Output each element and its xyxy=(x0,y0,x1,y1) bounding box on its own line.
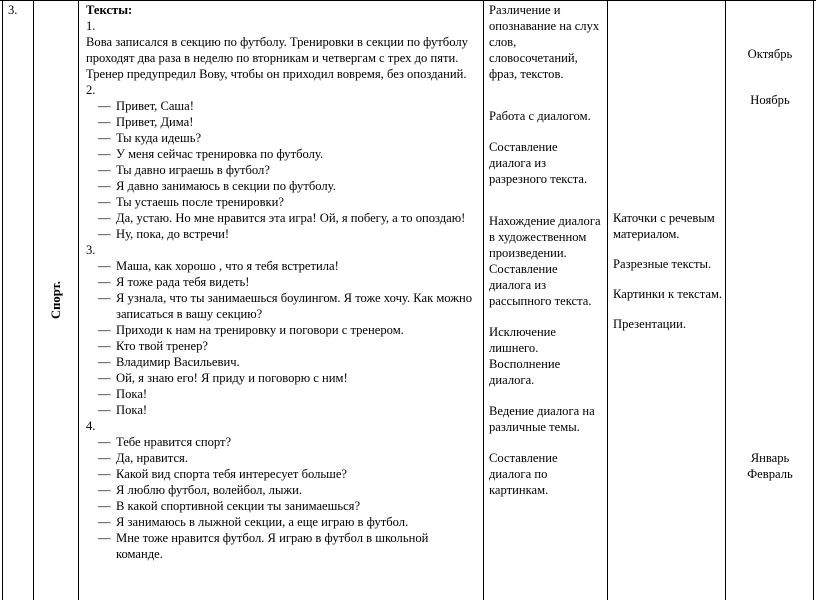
section-3 xyxy=(86,242,474,418)
section-number: 2. xyxy=(86,83,96,97)
section-number: 4. xyxy=(86,419,96,433)
activity-item: Составление диалога из разрезного текста. xyxy=(489,140,588,186)
dialogue-line: — Привет, Саша! xyxy=(98,99,194,113)
dialogue-line: — Ты устаешь после тренировки? xyxy=(98,195,284,209)
month-label: Январь xyxy=(750,451,790,465)
activity-item: Ведение диалога на различные темы. xyxy=(489,404,595,434)
dialogue-line: — Мне тоже нравится футбол. Я играю в футбол в школьной команде. xyxy=(98,531,429,561)
dialogue-line: — Пока! xyxy=(98,387,148,401)
section-4 xyxy=(86,418,474,562)
dialogue-line: — Да, нравится. xyxy=(98,451,188,465)
activity-item: Составление диалога из рассыпного текста. xyxy=(489,262,592,308)
dialogue-list xyxy=(86,434,474,562)
texts-cell xyxy=(86,2,474,562)
topic-label: Спорт. xyxy=(49,281,63,319)
material-item: Разрезные тексты. xyxy=(613,257,712,271)
dialogue-line: — Я занимаюсь в лыжной секции, а еще играю в футбол. xyxy=(98,515,409,529)
material-item: Картинки к текстам. xyxy=(613,287,723,301)
column-border xyxy=(78,0,79,600)
dialogue-line: — Маша, как хорошо , что я тебя встретила! xyxy=(98,259,339,273)
column-border xyxy=(607,0,608,600)
activity-item: Исключение лишнего. Восполнение диалога. xyxy=(489,325,561,387)
dialogue-line: — Какой вид спорта тебя интересует больше? xyxy=(98,467,348,481)
material-item: Презентации. xyxy=(613,317,687,331)
dialogue-list xyxy=(86,98,474,242)
dialogue-line: — Тебе нравится спорт? xyxy=(98,435,232,449)
dialogue-line: — Я давно занимаюсь в секции по футболу. xyxy=(98,179,336,193)
month-label: Октябрь xyxy=(747,47,793,61)
dialogue-line: — Ну, пока, до встречи! xyxy=(98,227,230,241)
section-1 xyxy=(86,18,474,82)
topic-cell xyxy=(34,0,78,600)
activities-cell xyxy=(489,2,601,498)
texts-heading: Тексты: xyxy=(86,3,133,17)
activity-item: Составление диалога по картинкам. xyxy=(489,451,558,497)
activity-item: Нахождение диалога в художественном произведении. xyxy=(489,214,601,260)
section-number: 3. xyxy=(86,243,96,257)
activity-item: Различение и опознавание на слух слов, словосочетаний, фраз, текстов. xyxy=(489,3,600,81)
dialogue-line: — Я люблю футбол, волейбол, лыжи. xyxy=(98,483,303,497)
dialogue-line: — Приходи к нам на тренировку и поговори с тренером. xyxy=(98,323,404,337)
months-cell xyxy=(730,0,810,600)
dialogue-line: — В какой спортивной секции ты занимаешься? xyxy=(98,499,361,513)
column-border xyxy=(725,0,726,600)
dialogue-line: — Ой, я знаю его! Я приду и поговорю с ним! xyxy=(98,371,348,385)
section-2 xyxy=(86,82,474,242)
dialogue-line: — У меня сейчас тренировка по футболу. xyxy=(98,147,324,161)
dialogue-line: — Ты давно играешь в футбол? xyxy=(98,163,270,177)
dialogue-line: — Пока! xyxy=(98,403,148,417)
dialogue-list xyxy=(86,258,474,418)
dialogue-line: — Я тоже рада тебя видеть! xyxy=(98,275,250,289)
material-item: Каточки с речевым материалом. xyxy=(613,211,715,241)
dialogue-line: — Владимир Васильевич. xyxy=(98,355,240,369)
section-paragraph: Вова записался в секцию по футболу. Тренировки в секции по футболу проходят два раза в неделю по вторникам и четвергам с трех до пяти. Тренер предупредил Вову, чтобы он приходил вовремя, без опозданий. xyxy=(86,35,468,81)
column-border xyxy=(483,0,484,600)
column-border xyxy=(813,0,814,600)
row-number: 3. xyxy=(8,3,18,17)
materials-cell xyxy=(613,210,723,332)
section-number: 1. xyxy=(86,19,96,33)
dialogue-line: — Кто твой тренер? xyxy=(98,339,209,353)
dialogue-line: — Ты куда идешь? xyxy=(98,131,202,145)
month-label: Февраль xyxy=(747,467,793,481)
column-border xyxy=(2,0,3,600)
dialogue-line: — Я узнала, что ты занимаешься боулингом. Я тоже хочу. Как можно записаться в вашу секцию? xyxy=(98,291,473,321)
month-label: Ноябрь xyxy=(750,93,790,107)
table-top-border xyxy=(0,0,816,1)
dialogue-line: — Привет, Дима! xyxy=(98,115,194,129)
activity-item: Работа с диалогом. xyxy=(489,109,591,123)
dialogue-line: — Да, устаю. Но мне нравится эта игра! Ой, я побегу, а то опоздаю! xyxy=(98,211,466,225)
